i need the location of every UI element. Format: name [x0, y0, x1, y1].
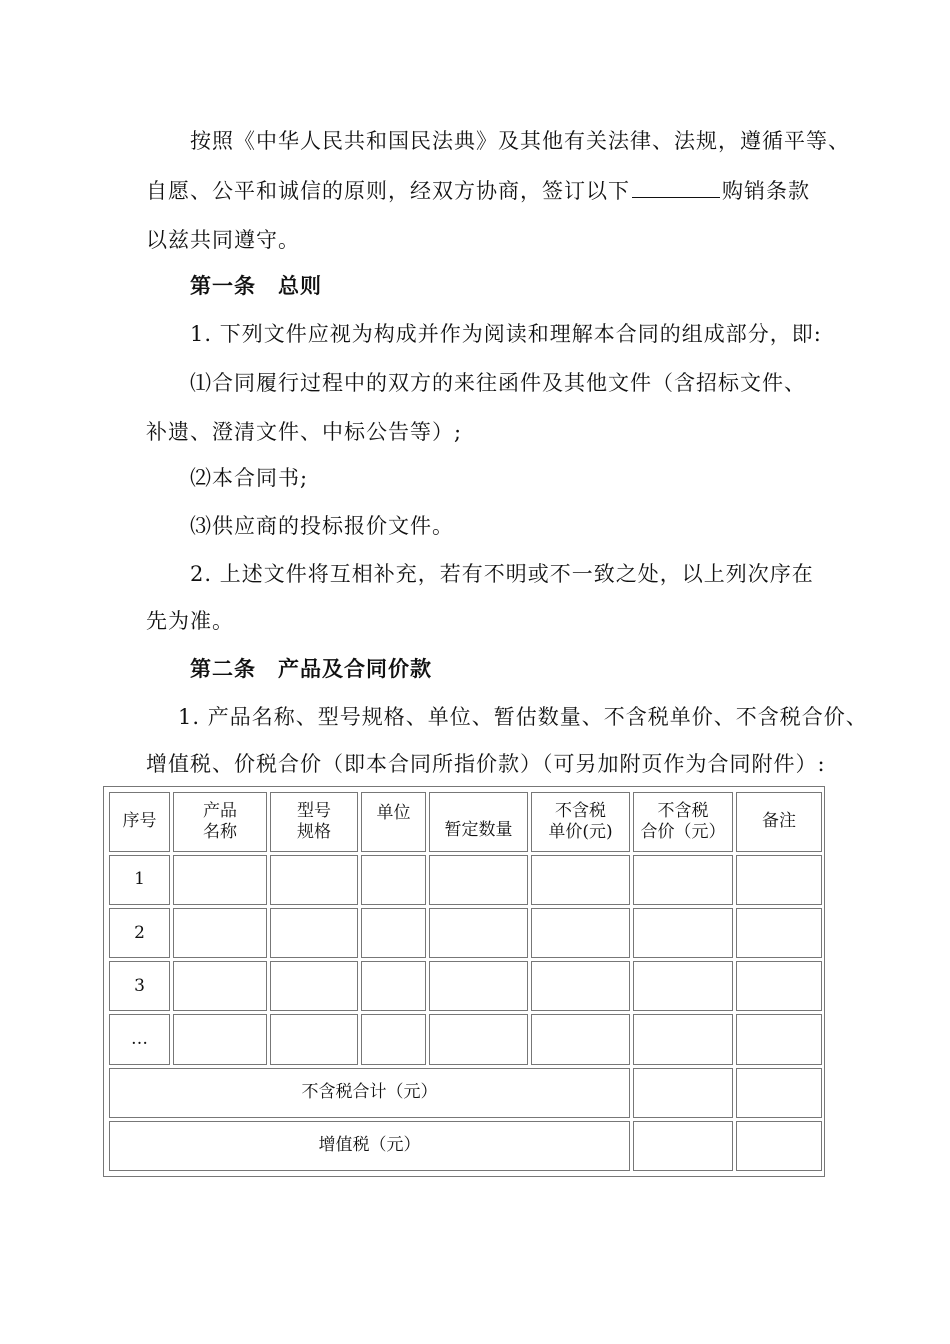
row-seq: 1	[109, 855, 170, 905]
product-price-table	[106, 789, 825, 1174]
cell-unit-price[interactable]	[531, 908, 630, 958]
article-1-sub-2: ⑵本合同书;	[190, 466, 309, 490]
cell-quantity[interactable]	[429, 855, 528, 905]
cell-model-spec[interactable]	[270, 908, 358, 958]
table-row	[109, 1014, 822, 1064]
intro-line-2	[146, 177, 810, 205]
cell-quantity[interactable]	[429, 1014, 528, 1064]
cell-remark[interactable]	[736, 855, 822, 905]
header-total-price-line-2: 合价（元）	[640, 821, 726, 842]
row-seq: 3	[109, 961, 170, 1011]
article-1-sub-1-line-2: 补遗、澄清文件、中标公告等）;	[146, 420, 463, 444]
header-total-price-line-1: 不含税	[657, 800, 709, 821]
article-1-item-2-line-2: 先为准。	[146, 609, 234, 633]
table-header-row	[109, 792, 822, 852]
header-total-price	[633, 792, 733, 852]
row-seq: …	[109, 1014, 170, 1064]
cell-unit[interactable]	[361, 1014, 426, 1064]
cell-product-name[interactable]	[173, 855, 267, 905]
article-1-sub-1-line-1: ⑴合同履行过程中的双方的来往函件及其他文件（含招标文件、	[190, 371, 806, 395]
subtotal-remark[interactable]	[736, 1068, 822, 1118]
vat-row	[109, 1121, 822, 1171]
table-row	[109, 908, 822, 958]
article-2-item-1-line-2: 增值税、价税合价（即本合同所指价款）（可另加附页作为合同附件）:	[146, 752, 826, 776]
intro-line-1: 按照《中华人民共和国民法典》及其他有关法律、法规，遵循平等、	[190, 129, 850, 153]
intro-line-2-text: 自愿、公平和诚信的原则，经双方协商，签订以下	[146, 179, 630, 203]
cell-total-price[interactable]	[633, 855, 733, 905]
article-2-heading: 第二条 产品及合同价款	[190, 656, 432, 681]
header-model-spec-line-1: 型号	[297, 800, 331, 821]
subtotal-value[interactable]	[633, 1068, 733, 1118]
header-unit-price	[531, 792, 630, 852]
cell-unit-price[interactable]	[531, 961, 630, 1011]
cell-product-name[interactable]	[173, 961, 267, 1011]
vat-value[interactable]	[633, 1121, 733, 1171]
cell-product-name[interactable]	[173, 908, 267, 958]
cell-total-price[interactable]	[633, 908, 733, 958]
intro-line-3: 以兹共同遵守。	[146, 228, 300, 252]
cell-model-spec[interactable]	[270, 1014, 358, 1064]
vat-remark[interactable]	[736, 1121, 822, 1171]
header-model-spec	[270, 792, 358, 852]
fill-in-blank[interactable]	[632, 177, 720, 198]
cell-model-spec[interactable]	[270, 961, 358, 1011]
cell-quantity[interactable]	[429, 908, 528, 958]
cell-unit[interactable]	[361, 855, 426, 905]
cell-quantity[interactable]	[429, 961, 528, 1011]
header-quantity	[429, 792, 528, 852]
cell-unit-price[interactable]	[531, 1014, 630, 1064]
cell-unit[interactable]	[361, 908, 426, 958]
header-product-name-line-1: 产品	[203, 800, 237, 821]
cell-remark[interactable]	[736, 1014, 822, 1064]
header-seq: 序号	[109, 792, 170, 852]
article-1-item-1: 1. 下列文件应视为构成并作为阅读和理解本合同的组成部分，即:	[190, 322, 822, 346]
header-product-name	[173, 792, 267, 852]
subtotal-label: 不含税合计（元）	[109, 1068, 630, 1118]
header-unit-price-line-1: 不含税	[555, 800, 606, 821]
header-unit: 单位	[361, 792, 426, 852]
article-1-heading: 第一条 总则	[190, 273, 322, 298]
header-quantity-text: 暂定数量	[444, 820, 513, 841]
cell-remark[interactable]	[736, 908, 822, 958]
cell-model-spec[interactable]	[270, 855, 358, 905]
cell-total-price[interactable]	[633, 1014, 733, 1064]
cell-unit-price[interactable]	[531, 855, 630, 905]
header-remark: 备注	[736, 792, 822, 852]
article-1-sub-3: ⑶供应商的投标报价文件。	[190, 514, 454, 538]
row-seq: 2	[109, 908, 170, 958]
header-unit-price-line-2: 单价(元)	[548, 821, 613, 842]
subtotal-row	[109, 1068, 822, 1118]
cell-product-name[interactable]	[173, 1014, 267, 1064]
article-2-item-1-line-1: 1. 产品名称、型号规格、单位、暂估数量、不含税单价、不含税合价、	[178, 705, 868, 729]
cell-unit[interactable]	[361, 961, 426, 1011]
table-row	[109, 961, 822, 1011]
vat-label: 增值税（元）	[109, 1121, 630, 1171]
header-product-name-line-2: 名称	[203, 821, 237, 842]
header-model-spec-line-2: 规格	[297, 821, 331, 842]
intro-line-2-tail: 购销条款	[722, 179, 810, 203]
cell-remark[interactable]	[736, 961, 822, 1011]
table-row	[109, 855, 822, 905]
cell-total-price[interactable]	[633, 961, 733, 1011]
article-1-item-2-line-1: 2. 上述文件将互相补充，若有不明或不一致之处，以上列次序在	[190, 562, 814, 586]
